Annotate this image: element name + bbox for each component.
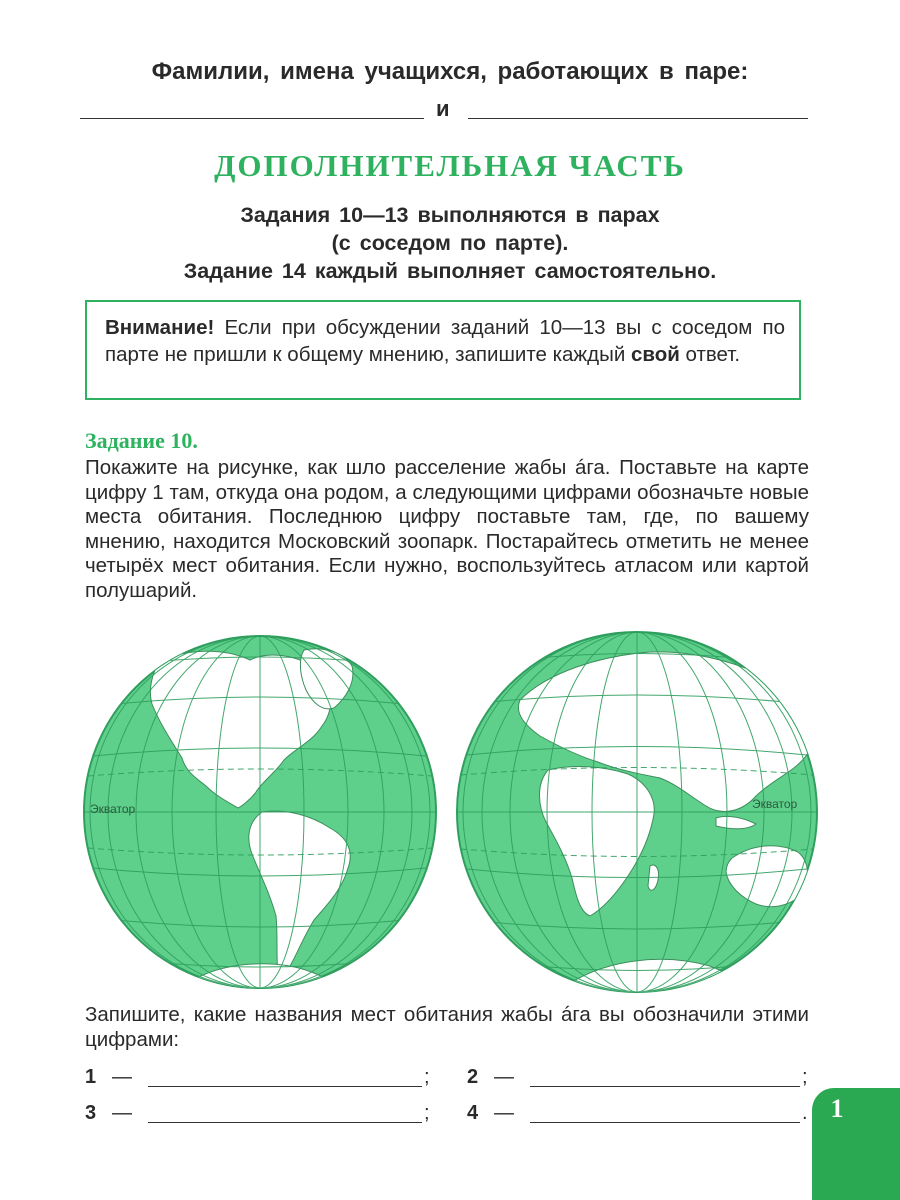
attention-emphasis: свой (630, 343, 680, 366)
equator-label-east: Экватор (752, 797, 798, 811)
answer-4-number: 4 (467, 1102, 479, 1124)
task-title: Задание 10. (85, 428, 198, 453)
answer-1-number: 1 (85, 1066, 97, 1088)
answer-3-end: ; (424, 1102, 430, 1124)
answer-4-line[interactable] (530, 1122, 800, 1123)
instructions-line-1: Задания 10—13 выполняются в парах (240, 203, 660, 227)
answer-2-line[interactable] (530, 1086, 800, 1087)
page-number: 1 (830, 1094, 844, 1123)
attention-text-after: ответ. (679, 343, 741, 366)
students-names-heading: Фамилии, имена учащихся, работающих в паре: (151, 58, 749, 85)
answer-1-end: ; (424, 1066, 430, 1088)
answer-4-dash: — (494, 1102, 514, 1124)
answer-2-end: ; (802, 1066, 808, 1088)
answer-3-number: 3 (85, 1102, 97, 1124)
equator-label-west: Экватор (90, 802, 136, 816)
western-hemisphere[interactable] (84, 636, 436, 1000)
answer-1-line[interactable] (148, 1086, 422, 1087)
answers-prompt: Запишите, какие названия мест обитания жабы áга вы обозначили этими цифрами: (85, 1003, 809, 1051)
answer-4-end: . (802, 1102, 808, 1124)
conjunction-and: и (436, 96, 450, 121)
instructions-line-3: Задание 14 каждый выполняет самостоятельно. (183, 259, 717, 283)
answer-2-number: 2 (467, 1066, 479, 1088)
answer-3-line[interactable] (148, 1122, 422, 1123)
attention-label: Внимание! (105, 316, 215, 339)
eastern-hemisphere[interactable] (457, 632, 817, 1000)
instructions-line-2: (с соседом по парте). (331, 231, 569, 255)
task-text: Покажите на рисунке, как шло расселение жабы áга. Поставьте на карте цифру 1 там, откуда она родом, а следующими цифрами обозначьте новые места обитания. Последнюю цифру поставьте там, где, по вашему мнению, находится Московский зоопарк. Постарайтесь отметить не менее четырёх мест обитания. Если нужно, воспользуйтесь атласом или картой полушарий. (85, 456, 809, 602)
answer-1-dash: — (112, 1066, 132, 1088)
section-title: ДОПОЛНИТЕЛЬНАЯ ЧАСТЬ (214, 148, 686, 183)
answer-3-dash: — (112, 1102, 132, 1124)
attention-text-before: Если при обсуждении заданий 10—13 вы с соседом по парте не пришли к общему мнению, запишите каждый (105, 316, 785, 366)
answer-2-dash: — (494, 1066, 514, 1088)
